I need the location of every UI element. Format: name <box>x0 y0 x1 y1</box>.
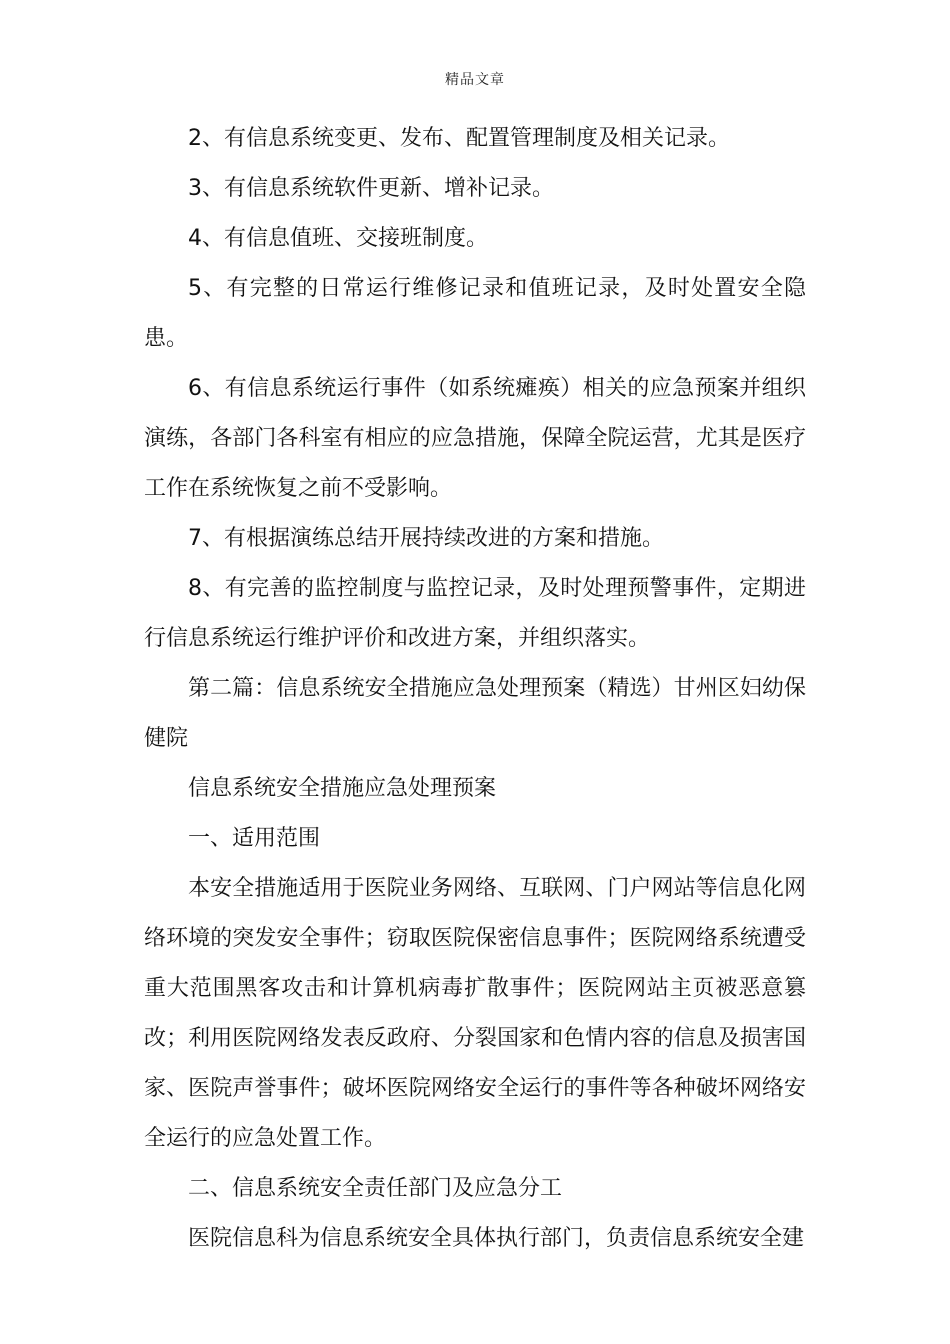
scope-paragraph: 本安全措施适用于医院业务网络、互联网、门户网站等信息化网络环境的突发安全事件；窃取医院保密信息事件；医院网络系统遭受重大范围黑客攻击和计算机病毒扩散事件；医院网站主页被恶意篡改；利用医院网络发表反政府、分裂国家和色情内容的信息及损害国家、医院声誉事件；破坏医院网络安全运行的事件等各种破坏网络安全运行的应急处置工作。 <box>144 876 806 1151</box>
document-title: 信息系统安全措施应急处理预案 <box>188 776 497 801</box>
document-body <box>144 114 806 1264</box>
section-heading-scope: 一、适用范围 <box>188 826 321 851</box>
paragraph-item-5: 5、有完整的日常运行维修记录和值班记录，及时处置安全隐患。 <box>144 276 806 351</box>
paragraph-item-6: 6、有信息系统运行事件（如系统瘫痪）相关的应急预案并组织演练，各部门各科室有相应的应急措施，保障全院运营，尤其是医疗工作在系统恢复之前不受影响。 <box>144 376 806 501</box>
paragraph-item-2: 2、有信息系统变更、发布、配置管理制度及相关记录。 <box>188 126 730 151</box>
paragraph-item-8: 8、有完善的监控制度与监控记录，及时处理预警事件，定期进行信息系统运行维护评价和改进方案，并组织落实。 <box>144 576 806 651</box>
paragraph-item-4: 4、有信息值班、交接班制度。 <box>188 226 488 251</box>
paragraph-item-7: 7、有根据演练总结开展持续改进的方案和措施。 <box>188 526 664 551</box>
responsibility-paragraph: 医院信息科为信息系统安全具体执行部门，负责信息系统安全建 <box>188 1226 805 1251</box>
section-heading-responsibility: 二、信息系统安全责任部门及应急分工 <box>188 1176 563 1201</box>
paragraph-item-3: 3、有信息系统软件更新、增补记录。 <box>188 176 554 201</box>
chapter-heading: 第二篇：信息系统安全措施应急处理预案（精选）甘州区妇幼保健院 <box>144 676 806 751</box>
page-header: 精品文章 <box>445 72 505 88</box>
